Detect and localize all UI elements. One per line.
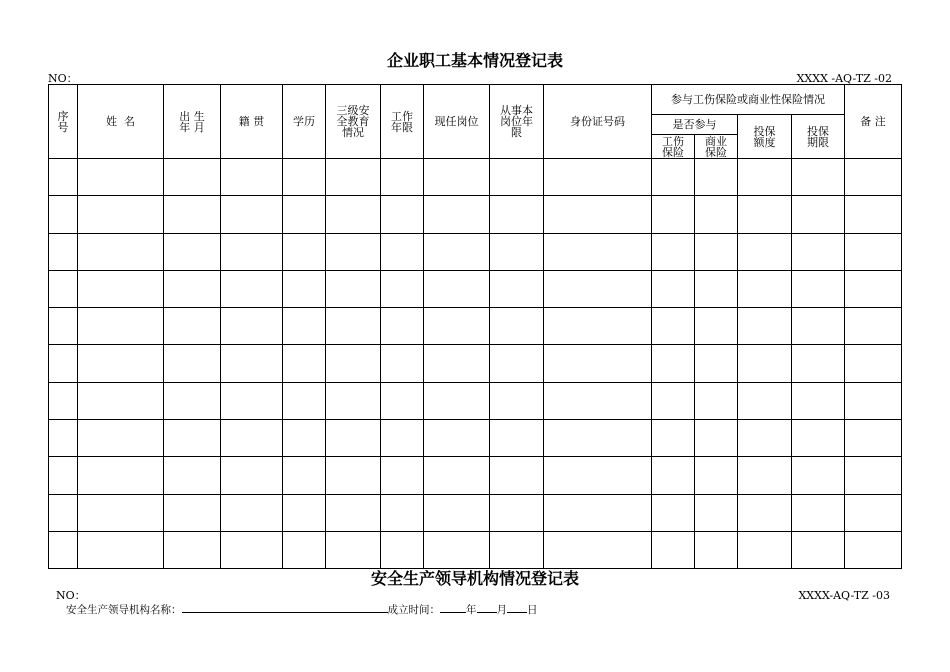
table-cell[interactable] [424, 494, 490, 531]
table-cell[interactable] [845, 233, 902, 270]
table-cell[interactable] [424, 420, 490, 457]
month-label: 月 [496, 604, 507, 616]
table-cell[interactable] [164, 159, 221, 196]
table-cell[interactable] [326, 159, 381, 196]
table-row [49, 420, 902, 457]
table-cell[interactable] [164, 457, 221, 494]
table-cell[interactable] [695, 457, 738, 494]
table-row [49, 308, 902, 345]
table-cell[interactable] [845, 308, 902, 345]
table-cell[interactable] [326, 420, 381, 457]
table-cell[interactable] [164, 308, 221, 345]
form2-title: 安全生产领导机构情况登记表 [370, 569, 579, 588]
table-cell[interactable] [792, 270, 845, 307]
table-cell[interactable] [283, 345, 326, 382]
table-cell[interactable] [652, 420, 695, 457]
table-cell[interactable] [49, 494, 78, 531]
table-cell[interactable] [49, 420, 78, 457]
table-row [49, 196, 902, 233]
table-cell[interactable] [381, 457, 424, 494]
table-cell[interactable] [49, 233, 78, 270]
table-cell[interactable] [424, 233, 490, 270]
header-position-years: 从事本 岗位年 限 [490, 85, 544, 159]
table-cell[interactable] [792, 420, 845, 457]
table-cell[interactable] [792, 345, 845, 382]
table-cell[interactable] [845, 531, 902, 568]
month-blank[interactable] [477, 602, 497, 613]
table-cell[interactable] [78, 457, 164, 494]
table-cell[interactable] [326, 494, 381, 531]
table-cell[interactable] [221, 270, 283, 307]
table-cell[interactable] [164, 420, 221, 457]
table-row [49, 531, 902, 568]
table-cell[interactable] [381, 382, 424, 419]
table-cell[interactable] [424, 531, 490, 568]
org-name-label: 安全生产领导机构名称： [66, 604, 182, 616]
table-cell[interactable] [283, 270, 326, 307]
header-birth: 出 生 年 月 [164, 85, 221, 159]
table-cell[interactable] [164, 382, 221, 419]
header-safety-education: 三级安 全教育 情况 [326, 85, 381, 159]
day-label: 日 [527, 604, 538, 616]
table-cell[interactable] [544, 345, 652, 382]
table-cell[interactable] [490, 233, 544, 270]
table-cell[interactable] [424, 159, 490, 196]
table-cell[interactable] [845, 270, 902, 307]
founded-label: 成立时间： [387, 604, 440, 616]
table-row [49, 382, 902, 419]
table-cell[interactable] [792, 382, 845, 419]
table-cell[interactable] [326, 382, 381, 419]
header-insured-period: 投保 期限 [792, 115, 845, 159]
table-cell[interactable] [845, 420, 902, 457]
table-cell[interactable] [652, 196, 695, 233]
table-cell[interactable] [544, 494, 652, 531]
table-cell[interactable] [490, 270, 544, 307]
header-commercial-insurance: 商业 保险 [695, 135, 738, 159]
table-cell[interactable] [490, 531, 544, 568]
table-cell[interactable] [792, 494, 845, 531]
table-cell[interactable] [490, 382, 544, 419]
table-cell[interactable] [738, 382, 792, 419]
org-name-blank[interactable] [182, 602, 388, 613]
header-seq: 序 号 [49, 85, 78, 159]
form2-no-label: NO： [56, 589, 86, 602]
table-cell[interactable] [283, 494, 326, 531]
table-cell[interactable] [326, 233, 381, 270]
header-remark: 备 注 [845, 85, 902, 159]
header-participate: 是否参与 [652, 115, 738, 135]
table-cell[interactable] [544, 159, 652, 196]
table-cell[interactable] [78, 420, 164, 457]
table-cell[interactable] [695, 270, 738, 307]
table-cell[interactable] [381, 159, 424, 196]
table-cell[interactable] [221, 382, 283, 419]
form1-code: XXXX -AQ-TZ -02 [796, 72, 892, 85]
table-cell[interactable] [221, 308, 283, 345]
header-insured-amount: 投保 额度 [738, 115, 792, 159]
table-cell[interactable] [544, 196, 652, 233]
table-cell[interactable] [845, 159, 902, 196]
table-cell[interactable] [326, 270, 381, 307]
table-cell[interactable] [544, 308, 652, 345]
table-cell[interactable] [845, 345, 902, 382]
table-cell[interactable] [326, 345, 381, 382]
table-cell[interactable] [221, 457, 283, 494]
table-cell[interactable] [283, 308, 326, 345]
table-body [49, 159, 902, 569]
table-cell[interactable] [381, 196, 424, 233]
table-cell[interactable] [652, 233, 695, 270]
table-cell[interactable] [792, 159, 845, 196]
table-cell[interactable] [164, 196, 221, 233]
table-cell[interactable] [792, 531, 845, 568]
table-cell[interactable] [544, 233, 652, 270]
table-cell[interactable] [164, 233, 221, 270]
table-cell[interactable] [49, 457, 78, 494]
table-cell[interactable] [326, 457, 381, 494]
table-cell[interactable] [695, 159, 738, 196]
table-cell[interactable] [695, 531, 738, 568]
table-cell[interactable] [738, 270, 792, 307]
table-cell[interactable] [221, 196, 283, 233]
table-cell[interactable] [544, 382, 652, 419]
table-cell[interactable] [695, 345, 738, 382]
table-cell[interactable] [49, 159, 78, 196]
table-cell[interactable] [652, 159, 695, 196]
table-cell[interactable] [381, 308, 424, 345]
table-cell[interactable] [544, 457, 652, 494]
table-cell[interactable] [544, 270, 652, 307]
table-cell[interactable] [283, 159, 326, 196]
table-cell[interactable] [283, 420, 326, 457]
header-native-place: 籍 贯 [221, 85, 283, 159]
table-cell[interactable] [738, 196, 792, 233]
table-cell[interactable] [738, 531, 792, 568]
header-education: 学历 [283, 85, 326, 159]
table-cell[interactable] [424, 270, 490, 307]
table-cell[interactable] [738, 345, 792, 382]
table-cell[interactable] [221, 233, 283, 270]
table-cell[interactable] [78, 308, 164, 345]
table-cell[interactable] [792, 457, 845, 494]
table-cell[interactable] [695, 308, 738, 345]
table-row [49, 457, 902, 494]
table-header [49, 85, 902, 159]
table-cell[interactable] [652, 382, 695, 419]
table-cell[interactable] [381, 531, 424, 568]
table-cell[interactable] [845, 196, 902, 233]
table-cell[interactable] [738, 494, 792, 531]
table-cell[interactable] [695, 420, 738, 457]
header-id-number: 身份证号码 [544, 85, 652, 159]
table-cell[interactable] [544, 531, 652, 568]
table-cell[interactable] [792, 308, 845, 345]
header-injury-insurance: 工伤 保险 [652, 135, 695, 159]
table-row [49, 159, 902, 196]
table-cell[interactable] [326, 308, 381, 345]
table-cell[interactable] [49, 308, 78, 345]
header-work-years: 工作 年限 [381, 85, 424, 159]
form1-no-label: NO： [48, 72, 78, 85]
table-cell[interactable] [845, 382, 902, 419]
table-cell[interactable] [652, 531, 695, 568]
table-cell[interactable] [424, 345, 490, 382]
table-cell[interactable] [738, 420, 792, 457]
table-cell[interactable] [326, 196, 381, 233]
table-cell[interactable] [283, 457, 326, 494]
employee-register-table [48, 84, 902, 569]
table-cell[interactable] [738, 159, 792, 196]
table-cell[interactable] [490, 345, 544, 382]
table-cell[interactable] [78, 196, 164, 233]
table-cell[interactable] [652, 308, 695, 345]
table-cell[interactable] [221, 420, 283, 457]
table-cell[interactable] [544, 420, 652, 457]
table-cell[interactable] [221, 159, 283, 196]
header-insurance-group: 参与工伤保险或商业性保险情况 [652, 85, 845, 115]
table-cell[interactable] [78, 159, 164, 196]
table-cell[interactable] [381, 270, 424, 307]
table-cell[interactable] [164, 345, 221, 382]
table-cell[interactable] [164, 270, 221, 307]
table-cell[interactable] [652, 457, 695, 494]
table-cell[interactable] [424, 308, 490, 345]
header-name: 姓 名 [78, 85, 164, 159]
table-cell[interactable] [381, 494, 424, 531]
table-cell[interactable] [695, 233, 738, 270]
table-cell[interactable] [78, 233, 164, 270]
table-cell[interactable] [78, 531, 164, 568]
year-label: 年 [466, 604, 477, 616]
table-cell[interactable] [738, 308, 792, 345]
table-cell[interactable] [845, 457, 902, 494]
form2-code: XXXX-AQ-TZ -03 [798, 589, 890, 602]
table-row [49, 494, 902, 531]
table-cell[interactable] [283, 531, 326, 568]
table-cell[interactable] [78, 345, 164, 382]
form1-title: 企业职工基本情况登记表 [386, 51, 563, 70]
table-cell[interactable] [490, 457, 544, 494]
table-cell[interactable] [652, 270, 695, 307]
table-cell[interactable] [164, 494, 221, 531]
day-blank[interactable] [507, 602, 527, 613]
table-cell[interactable] [49, 345, 78, 382]
table-cell[interactable] [221, 494, 283, 531]
table-cell[interactable] [490, 494, 544, 531]
table-cell[interactable] [78, 494, 164, 531]
table-cell[interactable] [792, 196, 845, 233]
table-row [49, 270, 902, 307]
table-cell[interactable] [738, 233, 792, 270]
table-cell[interactable] [49, 196, 78, 233]
table-cell[interactable] [283, 382, 326, 419]
header-current-position: 现任岗位 [424, 85, 490, 159]
table-cell[interactable] [490, 196, 544, 233]
table-cell[interactable] [424, 382, 490, 419]
table-cell[interactable] [283, 196, 326, 233]
table-cell[interactable] [424, 457, 490, 494]
table-cell[interactable] [490, 159, 544, 196]
table-cell[interactable] [326, 531, 381, 568]
year-blank[interactable] [440, 602, 466, 613]
table-cell[interactable] [381, 345, 424, 382]
table-cell[interactable] [78, 270, 164, 307]
table-cell[interactable] [164, 531, 221, 568]
table-cell[interactable] [424, 196, 490, 233]
table-cell[interactable] [381, 420, 424, 457]
table-cell[interactable] [49, 382, 78, 419]
table-cell[interactable] [381, 233, 424, 270]
table-cell[interactable] [490, 420, 544, 457]
table-row [49, 233, 902, 270]
table-cell[interactable] [738, 457, 792, 494]
table-cell[interactable] [49, 270, 78, 307]
table-cell[interactable] [221, 531, 283, 568]
org-info-line [66, 602, 538, 617]
table-cell[interactable] [78, 382, 164, 419]
table-cell[interactable] [221, 345, 283, 382]
table-cell[interactable] [695, 382, 738, 419]
table-row [49, 345, 902, 382]
table-cell[interactable] [652, 345, 695, 382]
table-cell[interactable] [490, 308, 544, 345]
table-cell[interactable] [652, 494, 695, 531]
table-cell[interactable] [695, 494, 738, 531]
table-cell[interactable] [283, 233, 326, 270]
table-cell[interactable] [695, 196, 738, 233]
table-cell[interactable] [49, 531, 78, 568]
table-cell[interactable] [845, 494, 902, 531]
table-cell[interactable] [792, 233, 845, 270]
